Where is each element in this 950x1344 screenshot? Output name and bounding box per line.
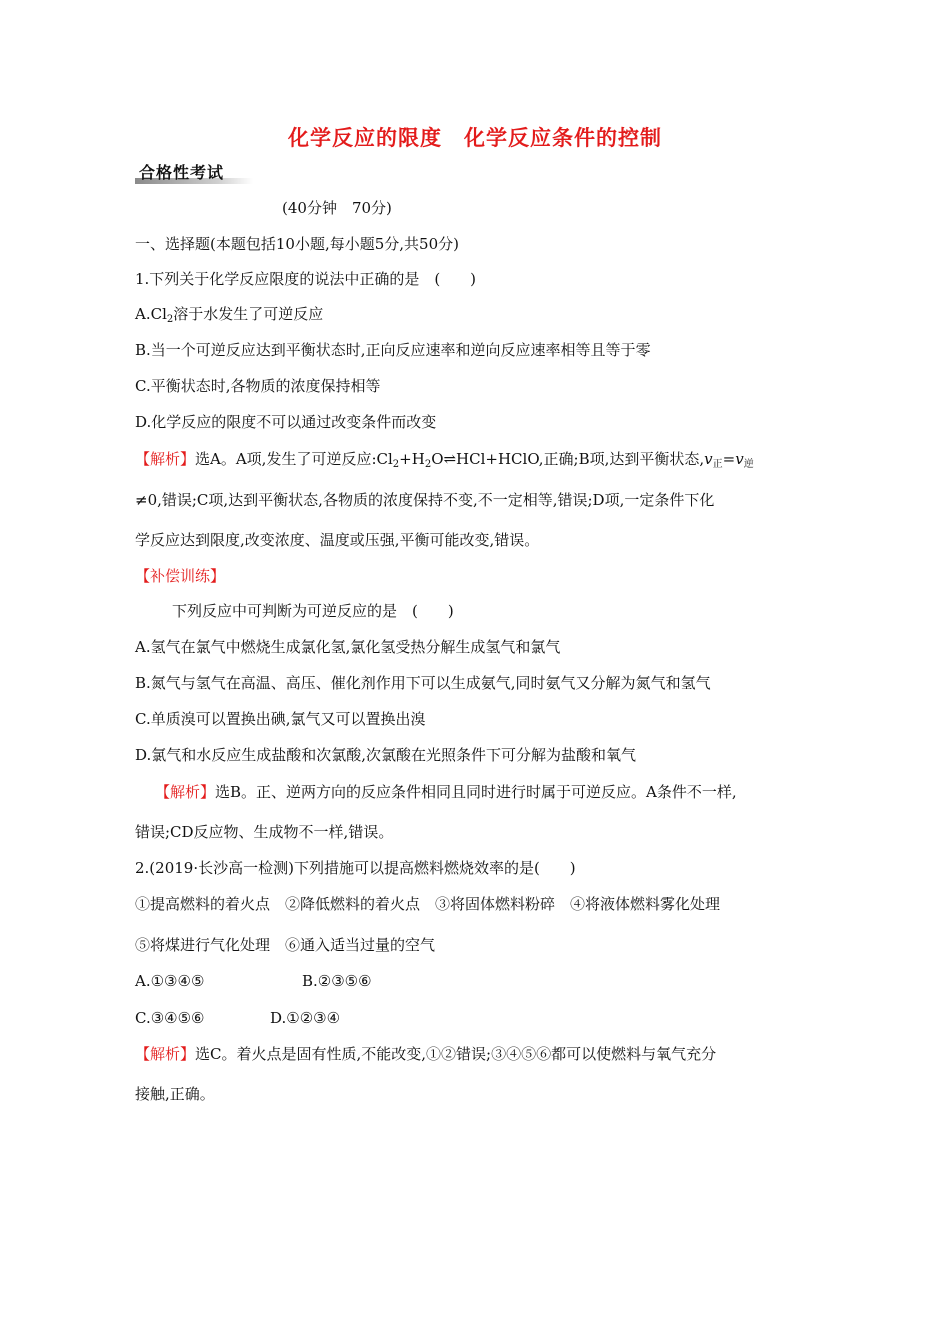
- practice-option-b: B.氮气与氢气在高温、高压、催化剂作用下可以生成氨气,同时氨气又分解为氮气和氢气: [135, 674, 711, 692]
- practice-stem: 下列反应中可判断为可逆反应的是 ( ): [172, 602, 454, 620]
- section-heading: 一、选择题(本题包括10小题,每小题5分,共50分): [135, 235, 459, 253]
- q2-analysis-line1: 【解析】选C。着火点是固有性质,不能改变,①②错误;③④⑤⑥都可以使燃料与氧气充分: [135, 1045, 717, 1063]
- q2-option-a: A.①③④⑤: [135, 972, 205, 990]
- q2-stem: 2.(2019·长沙高一检测)下列措施可以提高燃料燃烧效率的是( ): [135, 859, 576, 877]
- q1-analysis-line2: ≠0,错误;C项,达到平衡状态,各物质的浓度保持不变,不一定相等,错误;D项,一定条件下化: [135, 491, 715, 509]
- q1-stem: 1.下列关于化学反应限度的说法中正确的是 ( ): [135, 270, 477, 288]
- banner-label: 合格性考试: [139, 163, 225, 182]
- q2-items-line2: ⑤将煤进行气化处理 ⑥通入适当过量的空气: [135, 936, 436, 954]
- practice-option-a: A.氢气在氯气中燃烧生成氯化氢,氯化氢受热分解生成氢气和氯气: [135, 638, 561, 656]
- q1-option-c: C.平衡状态时,各物质的浓度保持相等: [135, 377, 381, 395]
- practice-tag: 【补偿训练】: [135, 567, 226, 585]
- practice-option-d: D.氯气和水反应生成盐酸和次氯酸,次氯酸在光照条件下可分解为盐酸和氧气: [135, 746, 637, 764]
- q1-option-d: D.化学反应的限度不可以通过改变条件而改变: [135, 413, 437, 431]
- practice-analysis-line2: 错误;CD反应物、生成物不一样,错误。: [135, 823, 394, 841]
- practice-option-c: C.单质溴可以置换出碘,氯气又可以置换出溴: [135, 710, 426, 728]
- time-score-info: (40分钟 70分): [282, 199, 392, 217]
- q1-analysis-line3: 学反应达到限度,改变浓度、温度或压强,平衡可能改变,错误。: [135, 531, 540, 549]
- analysis-tag: 【解析】: [135, 450, 196, 468]
- analysis-tag: 【解析】: [155, 783, 216, 801]
- q1-option-b: B.当一个可逆反应达到平衡状态时,正向反应速率和逆向反应速率相等且等于零: [135, 341, 651, 359]
- q2-option-d: D.①②③④: [270, 1009, 341, 1027]
- q2-items-line1: ①提高燃料的着火点 ②降低燃料的着火点 ③将固体燃料粉碎 ④将液体燃料雾化处理: [135, 895, 721, 913]
- q2-option-b: B.②③⑤⑥: [302, 972, 372, 990]
- q1-option-a: $A.Cl_2$溶于水发生了可逆反应: [135, 305, 324, 325]
- q2-option-c: C.③④⑤⑥: [135, 1009, 205, 1027]
- section-banner: [135, 160, 253, 184]
- q2-analysis-line2: 接触,正确。: [135, 1085, 215, 1103]
- practice-analysis-line1: 【解析】选B。正、逆两方向的反应条件相同且同时进行时属于可逆反应。A条件不一样,: [155, 783, 737, 801]
- analysis-tag: 【解析】: [135, 1045, 196, 1063]
- q1-analysis-line1: 【解析】选A。A项,发生了可逆反应$:Cl_2+H_2O\rightleftharpoons HCl+HClO$,正确;B项,达到平衡状态$,v_正=v_逆$: [135, 450, 754, 470]
- page-title: 化学反应的限度 化学反应条件的控制: [288, 126, 662, 150]
